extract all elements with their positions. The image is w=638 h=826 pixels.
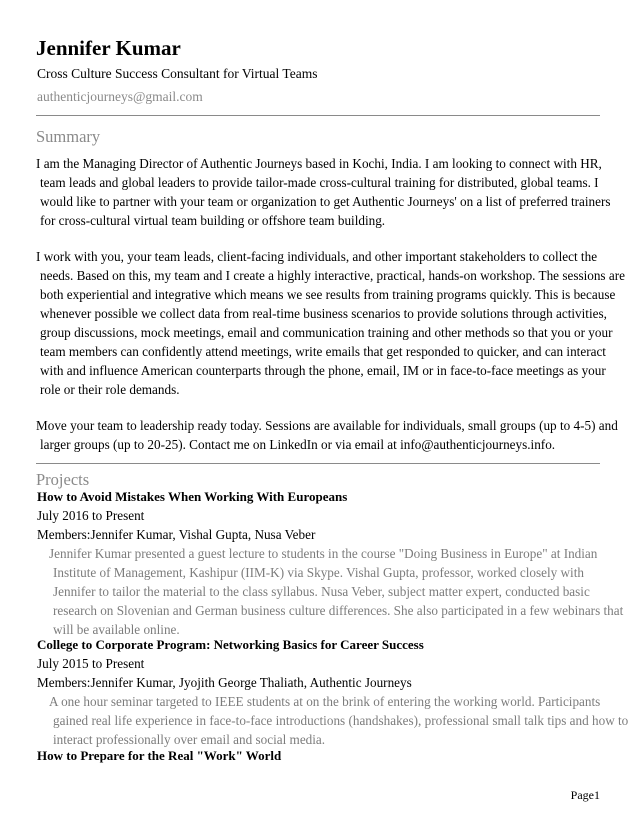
- project-description-line: Jennifer to tailor the material to the class syllabus. Nusa Veber, subject matter expert, conducted basic: [53, 584, 590, 599]
- project-title: College to Corporate Program: Networking Basics for Career Success: [37, 637, 424, 652]
- summary-paragraph-1: [36, 154, 611, 230]
- profile-headline: Cross Culture Success Consultant for Virtual Teams: [37, 66, 318, 81]
- summary-paragraph-2: [36, 247, 625, 399]
- project-description-line: A one hour seminar targeted to IEEE students at on the brink of entering the working world. Participants: [49, 694, 601, 709]
- divider: [36, 115, 600, 116]
- project-members: Members:Jennifer Kumar, Jyojith George Thaliath, Authentic Journeys: [37, 675, 412, 690]
- project-members: Members:Jennifer Kumar, Vishal Gupta, Nusa Veber: [37, 527, 316, 542]
- summary-line: would like to partner with your team or organization to get Authentic Journeys' on a list of preferred trainers: [40, 194, 611, 209]
- page-number: Page1: [570, 788, 600, 802]
- summary-line: Move your team to leadership ready today. Sessions are available for individuals, small groups (up to 4-5) and: [36, 418, 618, 433]
- project-description-line: research on Slovenian and German business culture differences. She also participated in a few webinars that: [53, 603, 624, 618]
- project-description: [49, 544, 624, 639]
- summary-line: needs. Based on this, my team and I create a highly interactive, practical, hands-on workshop. The sessions are: [40, 268, 625, 283]
- profile-email: authenticjourneys@gmail.com: [37, 89, 203, 104]
- summary-line: whenever possible we collect data from real-time business scenarios to provide solutions through activities,: [40, 306, 607, 321]
- project-title: How to Avoid Mistakes When Working With Europeans: [37, 489, 348, 504]
- projects-heading: Projects: [36, 470, 90, 489]
- summary-line: I work with you, your team leads, client-facing individuals, and other important stakeholders to collect the: [36, 249, 598, 264]
- project-description: [49, 692, 629, 749]
- project-dates: July 2016 to Present: [37, 508, 145, 523]
- project-title: How to Prepare for the Real "Work" World: [37, 748, 282, 763]
- project-dates: July 2015 to Present: [37, 656, 145, 671]
- project-description-line: Jennifer Kumar presented a guest lecture to students in the course "Doing Business in Europe" at Indian: [49, 546, 598, 561]
- summary-line: with and influence American counterparts through the phone, email, IM or in face-to-face meetings as your: [40, 363, 606, 378]
- profile-name: Jennifer Kumar: [36, 36, 181, 60]
- summary-heading: Summary: [36, 127, 101, 146]
- summary-paragraph-3: [36, 416, 618, 454]
- summary-line: team leads and global leaders to provide tailor-made cross-cultural training for distributed, global teams. I: [40, 175, 599, 190]
- project-description-line: Institute of Management, Kashipur (IIM-K) via Skype. Vishal Gupta, professor, worked closely with: [53, 565, 584, 580]
- summary-line: both experiential and integrative which means we see results from training programs quickly. This is because: [40, 287, 616, 302]
- project-description-line: interact professionally over email and social media.: [53, 732, 326, 747]
- project-description-line: will be available online.: [53, 622, 180, 637]
- divider: [36, 463, 600, 464]
- summary-line: for cross-cultural virtual team building or offshore team building.: [40, 213, 386, 228]
- summary-line: larger groups (up to 20-25). Contact me on LinkedIn or via email at info@authenticjourneys.info.: [40, 437, 556, 452]
- summary-line: I am the Managing Director of Authentic Journeys based in Kochi, India. I am looking to connect with HR,: [36, 156, 602, 171]
- summary-line: role or their role demands.: [40, 382, 180, 397]
- summary-line: team members can confidently attend meetings, write emails that get responded to quicker, and can interact: [40, 344, 606, 359]
- project-description-line: gained real life experience in face-to-face introductions (handshakes), professional small talk tips and how to: [53, 713, 629, 728]
- summary-line: group discussions, mock meetings, email and communication training and other methods so that you or your: [40, 325, 613, 340]
